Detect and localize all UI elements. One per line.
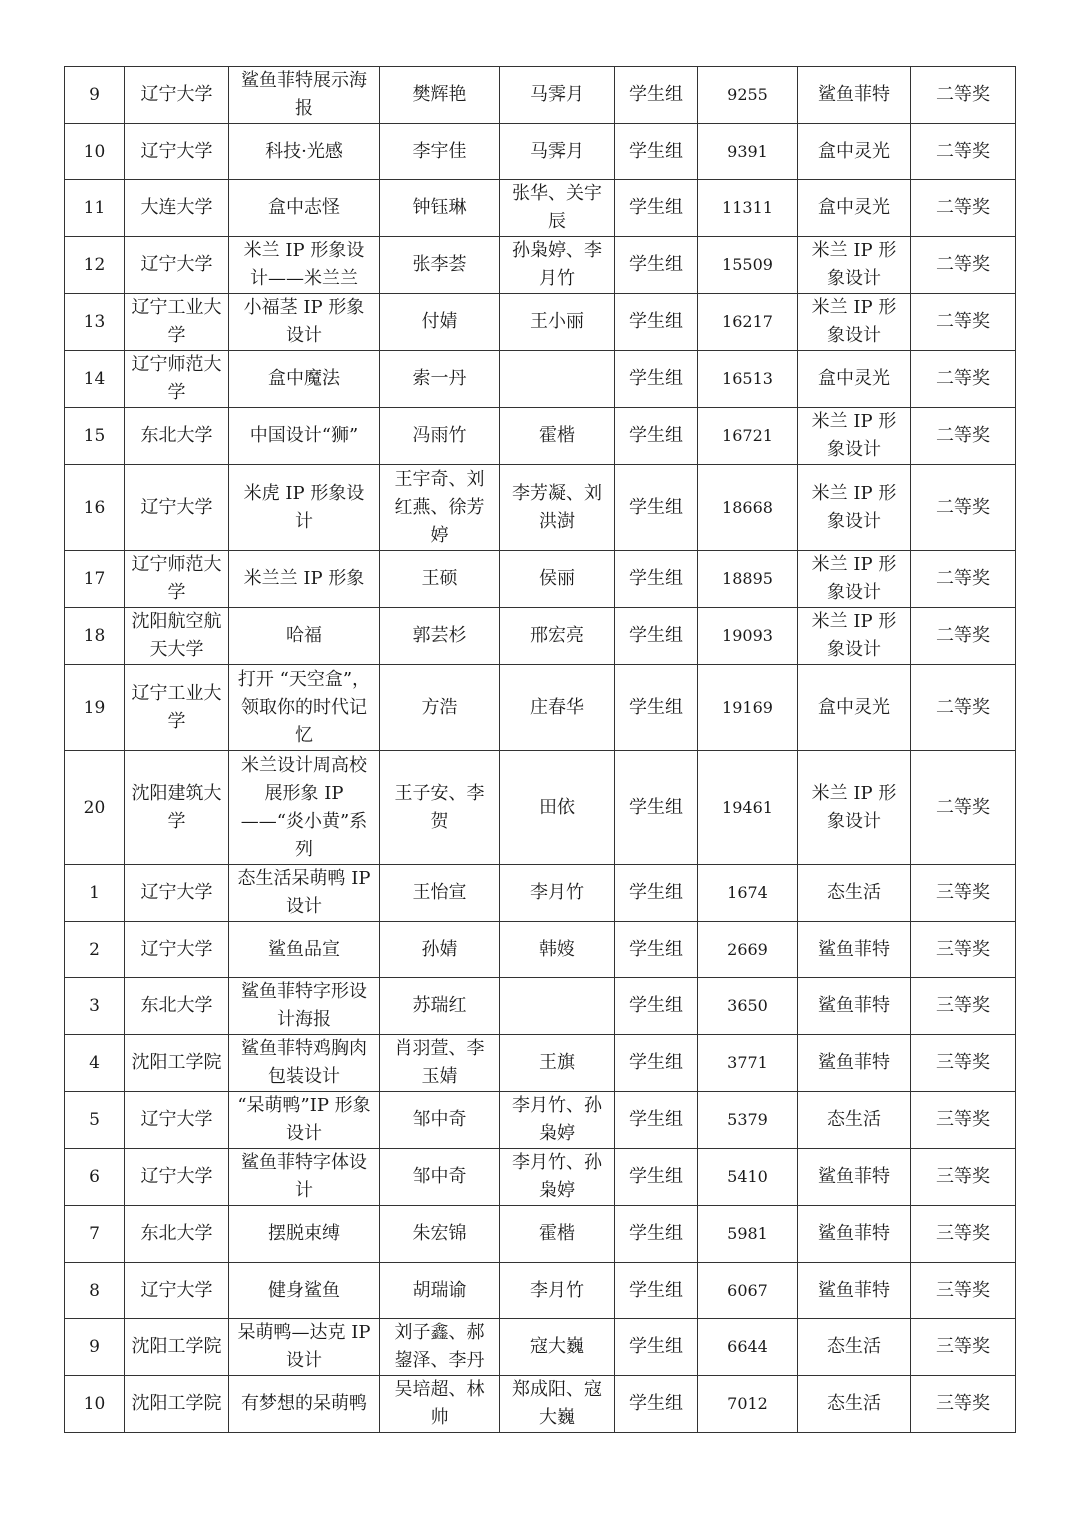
cell-author: 冯雨竹 bbox=[380, 408, 500, 465]
cell-award: 三等奖 bbox=[911, 865, 1016, 922]
cell-award: 二等奖 bbox=[911, 751, 1016, 865]
cell-award: 二等奖 bbox=[911, 237, 1016, 294]
cell-topic: 态生活 bbox=[798, 1092, 911, 1149]
cell-entry-id: 15509 bbox=[698, 237, 798, 294]
cell-school: 沈阳工学院 bbox=[125, 1035, 229, 1092]
cell-topic: 米兰 IP 形象设计 bbox=[798, 751, 911, 865]
cell-school: 沈阳航空航天大学 bbox=[125, 608, 229, 665]
cell-group: 学生组 bbox=[615, 408, 698, 465]
table-row bbox=[65, 465, 1016, 551]
award-table bbox=[64, 66, 1016, 1433]
cell-advisor: 王小丽 bbox=[500, 294, 615, 351]
cell-topic: 盒中灵光 bbox=[798, 180, 911, 237]
cell-topic: 态生活 bbox=[798, 1319, 911, 1376]
cell-advisor: 寇大巍 bbox=[500, 1319, 615, 1376]
cell-number: 10 bbox=[65, 124, 125, 180]
table-row bbox=[65, 665, 1016, 751]
cell-work-title: 小福茎 IP 形象设计 bbox=[229, 294, 380, 351]
cell-school: 辽宁大学 bbox=[125, 1149, 229, 1206]
cell-entry-id: 5981 bbox=[698, 1206, 798, 1263]
cell-award: 三等奖 bbox=[911, 1149, 1016, 1206]
cell-entry-id: 19169 bbox=[698, 665, 798, 751]
cell-topic: 态生活 bbox=[798, 865, 911, 922]
table-row bbox=[65, 1092, 1016, 1149]
cell-entry-id: 3771 bbox=[698, 1035, 798, 1092]
table-row bbox=[65, 865, 1016, 922]
cell-number: 5 bbox=[65, 1092, 125, 1149]
cell-author: 樊辉艳 bbox=[380, 67, 500, 124]
cell-entry-id: 11311 bbox=[698, 180, 798, 237]
cell-entry-id: 18668 bbox=[698, 465, 798, 551]
cell-group: 学生组 bbox=[615, 608, 698, 665]
cell-topic: 米兰 IP 形象设计 bbox=[798, 294, 911, 351]
cell-work-title: 态生活呆萌鸭 IP 设计 bbox=[229, 865, 380, 922]
cell-topic: 米兰 IP 形象设计 bbox=[798, 408, 911, 465]
cell-author: 张李荟 bbox=[380, 237, 500, 294]
cell-entry-id: 3650 bbox=[698, 978, 798, 1035]
cell-number: 17 bbox=[65, 551, 125, 608]
award-table-body bbox=[65, 67, 1016, 1433]
cell-author: 李宇佳 bbox=[380, 124, 500, 180]
cell-advisor: 李月竹 bbox=[500, 865, 615, 922]
cell-author: 付婧 bbox=[380, 294, 500, 351]
cell-group: 学生组 bbox=[615, 1149, 698, 1206]
cell-topic: 鲨鱼菲特 bbox=[798, 1263, 911, 1319]
cell-advisor: 侯丽 bbox=[500, 551, 615, 608]
cell-work-title: 有梦想的呆萌鸭 bbox=[229, 1376, 380, 1433]
cell-number: 16 bbox=[65, 465, 125, 551]
cell-topic: 鲨鱼菲特 bbox=[798, 978, 911, 1035]
cell-advisor: 韩㛮 bbox=[500, 922, 615, 978]
cell-award: 二等奖 bbox=[911, 67, 1016, 124]
cell-author: 孙婧 bbox=[380, 922, 500, 978]
table-row bbox=[65, 408, 1016, 465]
cell-group: 学生组 bbox=[615, 665, 698, 751]
cell-number: 12 bbox=[65, 237, 125, 294]
cell-advisor: 孙枭婷、李月竹 bbox=[500, 237, 615, 294]
cell-advisor bbox=[500, 978, 615, 1035]
cell-school: 东北大学 bbox=[125, 978, 229, 1035]
cell-author: 钟钰琳 bbox=[380, 180, 500, 237]
cell-group: 学生组 bbox=[615, 978, 698, 1035]
cell-school: 辽宁大学 bbox=[125, 465, 229, 551]
table-row bbox=[65, 237, 1016, 294]
cell-author: 王子安、李贺 bbox=[380, 751, 500, 865]
cell-advisor: 霍楷 bbox=[500, 408, 615, 465]
cell-author: 索一丹 bbox=[380, 351, 500, 408]
cell-school: 辽宁大学 bbox=[125, 1263, 229, 1319]
cell-school: 辽宁大学 bbox=[125, 922, 229, 978]
cell-award: 二等奖 bbox=[911, 351, 1016, 408]
cell-entry-id: 6067 bbox=[698, 1263, 798, 1319]
cell-group: 学生组 bbox=[615, 237, 698, 294]
cell-number: 8 bbox=[65, 1263, 125, 1319]
cell-number: 2 bbox=[65, 922, 125, 978]
cell-author: 肖羽萱、李玉婧 bbox=[380, 1035, 500, 1092]
cell-school: 辽宁工业大学 bbox=[125, 665, 229, 751]
cell-entry-id: 19461 bbox=[698, 751, 798, 865]
table-row bbox=[65, 1206, 1016, 1263]
table-row bbox=[65, 922, 1016, 978]
cell-entry-id: 9255 bbox=[698, 67, 798, 124]
table-row bbox=[65, 1035, 1016, 1092]
cell-work-title: 鲨鱼品宣 bbox=[229, 922, 380, 978]
cell-advisor: 张华、关宇辰 bbox=[500, 180, 615, 237]
cell-school: 辽宁大学 bbox=[125, 124, 229, 180]
cell-number: 1 bbox=[65, 865, 125, 922]
table-row bbox=[65, 1149, 1016, 1206]
cell-author: 吴培超、林帅 bbox=[380, 1376, 500, 1433]
cell-number: 3 bbox=[65, 978, 125, 1035]
cell-school: 大连大学 bbox=[125, 180, 229, 237]
cell-group: 学生组 bbox=[615, 67, 698, 124]
cell-award: 二等奖 bbox=[911, 124, 1016, 180]
table-row bbox=[65, 294, 1016, 351]
cell-work-title: 摆脱束缚 bbox=[229, 1206, 380, 1263]
table-row bbox=[65, 1263, 1016, 1319]
cell-entry-id: 1674 bbox=[698, 865, 798, 922]
cell-number: 13 bbox=[65, 294, 125, 351]
table-row bbox=[65, 978, 1016, 1035]
table-row bbox=[65, 1376, 1016, 1433]
cell-topic: 盒中灵光 bbox=[798, 351, 911, 408]
cell-school: 沈阳建筑大学 bbox=[125, 751, 229, 865]
cell-award: 三等奖 bbox=[911, 1376, 1016, 1433]
cell-award: 二等奖 bbox=[911, 665, 1016, 751]
cell-number: 18 bbox=[65, 608, 125, 665]
cell-group: 学生组 bbox=[615, 351, 698, 408]
cell-group: 学生组 bbox=[615, 1319, 698, 1376]
cell-school: 辽宁师范大学 bbox=[125, 351, 229, 408]
cell-number: 20 bbox=[65, 751, 125, 865]
table-row bbox=[65, 551, 1016, 608]
cell-work-title: “呆萌鸭”IP 形象设计 bbox=[229, 1092, 380, 1149]
cell-number: 10 bbox=[65, 1376, 125, 1433]
cell-number: 11 bbox=[65, 180, 125, 237]
cell-entry-id: 7012 bbox=[698, 1376, 798, 1433]
cell-topic: 米兰 IP 形象设计 bbox=[798, 237, 911, 294]
cell-author: 王硕 bbox=[380, 551, 500, 608]
cell-group: 学生组 bbox=[615, 465, 698, 551]
cell-topic: 米兰 IP 形象设计 bbox=[798, 465, 911, 551]
cell-work-title: 打开 “天空盒”，领取你的时代记忆 bbox=[229, 665, 380, 751]
cell-group: 学生组 bbox=[615, 1376, 698, 1433]
cell-work-title: 鲨鱼菲特字体设计 bbox=[229, 1149, 380, 1206]
cell-work-title: 盒中魔法 bbox=[229, 351, 380, 408]
cell-topic: 鲨鱼菲特 bbox=[798, 1149, 911, 1206]
cell-topic: 盒中灵光 bbox=[798, 124, 911, 180]
cell-advisor: 李芳凝、刘洪澍 bbox=[500, 465, 615, 551]
cell-work-title: 米虎 IP 形象设计 bbox=[229, 465, 380, 551]
cell-advisor: 郑成阳、寇大巍 bbox=[500, 1376, 615, 1433]
cell-award: 三等奖 bbox=[911, 978, 1016, 1035]
cell-school: 沈阳工学院 bbox=[125, 1319, 229, 1376]
cell-entry-id: 5379 bbox=[698, 1092, 798, 1149]
cell-work-title: 哈福 bbox=[229, 608, 380, 665]
table-row bbox=[65, 124, 1016, 180]
cell-award: 二等奖 bbox=[911, 608, 1016, 665]
cell-award: 二等奖 bbox=[911, 408, 1016, 465]
cell-entry-id: 6644 bbox=[698, 1319, 798, 1376]
cell-advisor: 庄春华 bbox=[500, 665, 615, 751]
cell-entry-id: 16721 bbox=[698, 408, 798, 465]
cell-school: 辽宁师范大学 bbox=[125, 551, 229, 608]
cell-topic: 鲨鱼菲特 bbox=[798, 1035, 911, 1092]
cell-number: 14 bbox=[65, 351, 125, 408]
cell-topic: 鲨鱼菲特 bbox=[798, 922, 911, 978]
cell-work-title: 健身鲨鱼 bbox=[229, 1263, 380, 1319]
cell-entry-id: 16513 bbox=[698, 351, 798, 408]
cell-award: 二等奖 bbox=[911, 294, 1016, 351]
table-row bbox=[65, 180, 1016, 237]
cell-number: 9 bbox=[65, 1319, 125, 1376]
cell-author: 方浩 bbox=[380, 665, 500, 751]
cell-number: 6 bbox=[65, 1149, 125, 1206]
cell-entry-id: 18895 bbox=[698, 551, 798, 608]
cell-group: 学生组 bbox=[615, 751, 698, 865]
cell-advisor: 马霁月 bbox=[500, 124, 615, 180]
cell-school: 东北大学 bbox=[125, 1206, 229, 1263]
cell-work-title: 盒中志怪 bbox=[229, 180, 380, 237]
cell-group: 学生组 bbox=[615, 294, 698, 351]
cell-award: 三等奖 bbox=[911, 1263, 1016, 1319]
cell-topic: 鲨鱼菲特 bbox=[798, 1206, 911, 1263]
cell-advisor: 霍楷 bbox=[500, 1206, 615, 1263]
cell-school: 沈阳工学院 bbox=[125, 1376, 229, 1433]
cell-author: 郭芸杉 bbox=[380, 608, 500, 665]
cell-advisor: 王旗 bbox=[500, 1035, 615, 1092]
cell-author: 苏瑞红 bbox=[380, 978, 500, 1035]
cell-school: 辽宁大学 bbox=[125, 1092, 229, 1149]
cell-award: 三等奖 bbox=[911, 1092, 1016, 1149]
cell-work-title: 科技·光感 bbox=[229, 124, 380, 180]
cell-group: 学生组 bbox=[615, 1263, 698, 1319]
cell-topic: 鲨鱼菲特 bbox=[798, 67, 911, 124]
table-row bbox=[65, 1319, 1016, 1376]
cell-author: 王宇奇、刘红燕、徐芳婷 bbox=[380, 465, 500, 551]
cell-entry-id: 2669 bbox=[698, 922, 798, 978]
table-row bbox=[65, 751, 1016, 865]
cell-group: 学生组 bbox=[615, 865, 698, 922]
cell-group: 学生组 bbox=[615, 180, 698, 237]
cell-number: 7 bbox=[65, 1206, 125, 1263]
cell-work-title: 中国设计“狮” bbox=[229, 408, 380, 465]
cell-group: 学生组 bbox=[615, 1035, 698, 1092]
cell-advisor: 邢宏亮 bbox=[500, 608, 615, 665]
cell-author: 邹中奇 bbox=[380, 1149, 500, 1206]
cell-number: 4 bbox=[65, 1035, 125, 1092]
cell-topic: 盒中灵光 bbox=[798, 665, 911, 751]
cell-number: 19 bbox=[65, 665, 125, 751]
table-row bbox=[65, 608, 1016, 665]
cell-school: 辽宁大学 bbox=[125, 67, 229, 124]
cell-work-title: 米兰兰 IP 形象 bbox=[229, 551, 380, 608]
cell-author: 胡瑞谕 bbox=[380, 1263, 500, 1319]
cell-award: 二等奖 bbox=[911, 180, 1016, 237]
cell-topic: 态生活 bbox=[798, 1376, 911, 1433]
cell-number: 15 bbox=[65, 408, 125, 465]
cell-work-title: 呆萌鸭—达克 IP 设计 bbox=[229, 1319, 380, 1376]
cell-work-title: 鲨鱼菲特字形设计海报 bbox=[229, 978, 380, 1035]
cell-school: 东北大学 bbox=[125, 408, 229, 465]
cell-award: 二等奖 bbox=[911, 551, 1016, 608]
cell-award: 三等奖 bbox=[911, 922, 1016, 978]
cell-school: 辽宁大学 bbox=[125, 237, 229, 294]
cell-work-title: 米兰设计周高校展形象 IP——“炎小黄”系列 bbox=[229, 751, 380, 865]
cell-award: 三等奖 bbox=[911, 1319, 1016, 1376]
cell-school: 辽宁工业大学 bbox=[125, 294, 229, 351]
cell-work-title: 鲨鱼菲特鸡胸肉包装设计 bbox=[229, 1035, 380, 1092]
cell-entry-id: 19093 bbox=[698, 608, 798, 665]
cell-group: 学生组 bbox=[615, 922, 698, 978]
table-row bbox=[65, 67, 1016, 124]
cell-advisor: 李月竹、孙枭婷 bbox=[500, 1149, 615, 1206]
cell-entry-id: 9391 bbox=[698, 124, 798, 180]
cell-school: 辽宁大学 bbox=[125, 865, 229, 922]
cell-number: 9 bbox=[65, 67, 125, 124]
cell-group: 学生组 bbox=[615, 124, 698, 180]
cell-group: 学生组 bbox=[615, 1206, 698, 1263]
table-row bbox=[65, 351, 1016, 408]
cell-work-title: 米兰 IP 形象设计——米兰兰 bbox=[229, 237, 380, 294]
cell-author: 朱宏锦 bbox=[380, 1206, 500, 1263]
cell-author: 王怡宣 bbox=[380, 865, 500, 922]
cell-advisor: 马霁月 bbox=[500, 67, 615, 124]
cell-award: 三等奖 bbox=[911, 1035, 1016, 1092]
cell-group: 学生组 bbox=[615, 1092, 698, 1149]
cell-entry-id: 5410 bbox=[698, 1149, 798, 1206]
cell-award: 二等奖 bbox=[911, 465, 1016, 551]
cell-advisor: 田依 bbox=[500, 751, 615, 865]
cell-topic: 米兰 IP 形象设计 bbox=[798, 551, 911, 608]
cell-advisor: 李月竹、孙枭婷 bbox=[500, 1092, 615, 1149]
cell-work-title: 鲨鱼菲特展示海报 bbox=[229, 67, 380, 124]
cell-topic: 米兰 IP 形象设计 bbox=[798, 608, 911, 665]
cell-award: 三等奖 bbox=[911, 1206, 1016, 1263]
cell-group: 学生组 bbox=[615, 551, 698, 608]
cell-entry-id: 16217 bbox=[698, 294, 798, 351]
cell-author: 刘子鑫、郝鋆泽、李丹 bbox=[380, 1319, 500, 1376]
cell-advisor: 李月竹 bbox=[500, 1263, 615, 1319]
cell-author: 邹中奇 bbox=[380, 1092, 500, 1149]
cell-advisor bbox=[500, 351, 615, 408]
